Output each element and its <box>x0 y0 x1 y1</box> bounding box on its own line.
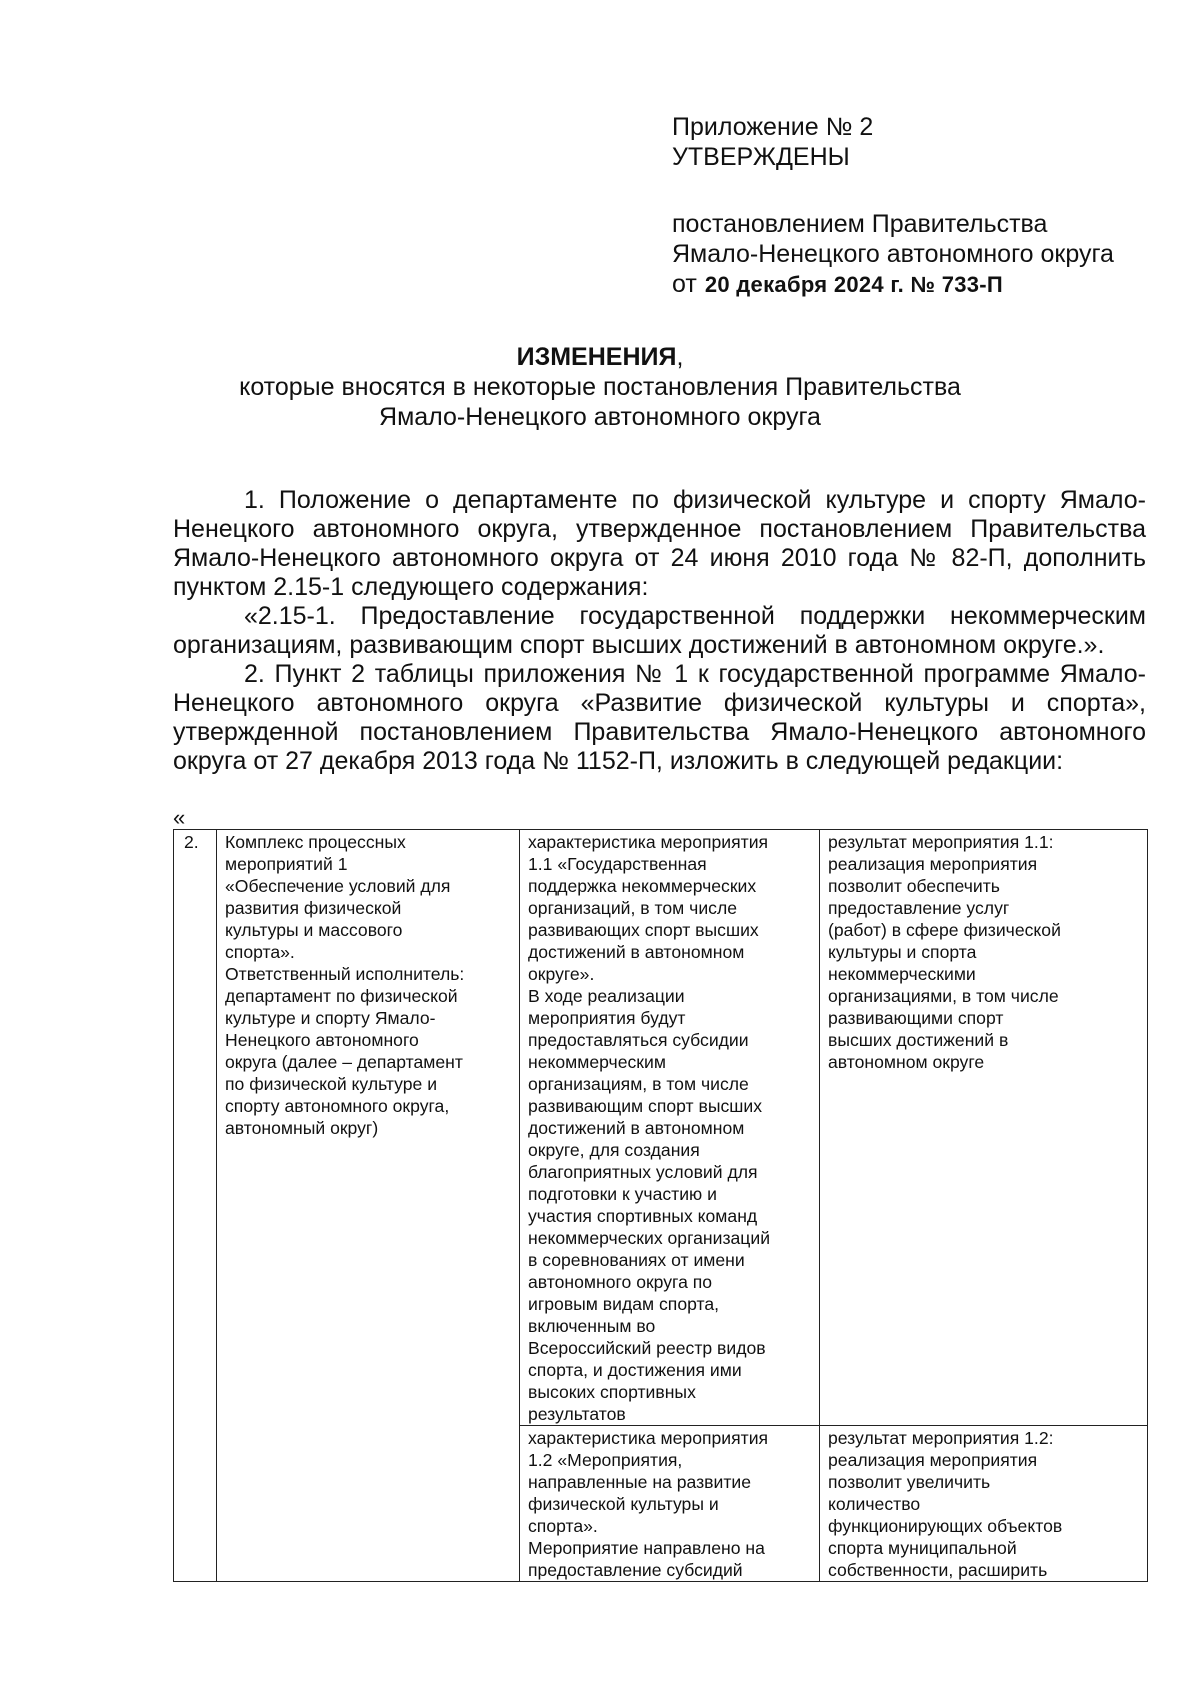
characteristic-1-2-text: характеристика мероприятия 1.2 «Мероприятия, направленные на развитие физической культуры и спорта». Мероприятие направлено на предоставление субсидий <box>528 1428 769 1580</box>
characteristic-1-1-text: характеристика мероприятия 1.1 «Государственная поддержка некоммерческих организаций, в том числе развивающих спорт высших достижений в автономном округе». В ходе реализации мероприятия будут предоставляться субсидии некоммерческим организациям, в том числе развивающим спорт высших достижений в автономном округе, для создания благоприятных условий для подготовки к участию и участия спортивных команд некоммерческих организаций в соревнованиях от имени автономного округа по игровым видам спорта, включенным во Всероссийский реестр видов спорта, и достижения ими высоких спортивных результатов <box>528 832 771 1424</box>
document-body <box>173 486 1146 776</box>
characteristic-cell <box>520 1426 820 1582</box>
approved-by-line-1: постановлением Правительства <box>672 210 1048 238</box>
approved-by-line-2: Ямало-Ненецкого автономного округа <box>672 240 1114 268</box>
document-title-block <box>0 342 1200 432</box>
table-row <box>174 830 1148 1426</box>
paragraph-2: «2.15-1. Предоставление государственной поддержки некоммерческим организациям, развивающим спорт высших достижений в автономном округе.». <box>173 602 1146 659</box>
result-cell <box>820 830 1148 1426</box>
paragraph-1: 1. Положение о департаменте по физической культуре и спорту Ямало-Ненецкого автономного округа, утвержденное постановлением Правительства Ямало-Ненецкого автономного округа от 24 июня 2010 года № 82-П, дополнить пунктом 2.15-1 следующего содержания: <box>173 486 1146 601</box>
row-number-cell <box>174 830 217 1582</box>
characteristic-cell <box>520 830 820 1426</box>
row-number: 2. <box>184 832 199 852</box>
title-comma: , <box>676 343 684 371</box>
appendix-number: Приложение № 2 <box>672 113 874 141</box>
date-number-stamp: 20 декабря 2024 г. № 733-П <box>704 272 1004 297</box>
program-complex-text: Комплекс процессных мероприятий 1 «Обеспечение условий для развития физической культуры и массового спорта». Ответственный исполнитель: департамент по физической культуре и спорту Ямало- Ненецкого автономного округа (далее – департамент по физической культуре и спорту автономного округа, автономный округ) <box>225 832 465 1138</box>
changes-table <box>173 829 1148 1582</box>
result-1-2-text: результат мероприятия 1.2: реализация мероприятия позволит увеличить количество функционирующих объектов спорта муниципальной собственности, расширить <box>828 1428 1063 1580</box>
approved-label: УТВЕРЖДЕНЫ <box>672 143 850 171</box>
paragraph-3: 2. Пункт 2 таблицы приложения № 1 к государственной программе Ямало-Ненецкого автономного округа «Развитие физической культуры и спорта», утвержденной постановлением Правительства Ямало-Ненецкого автономного округа от 27 декабря 2013 года № 1152-П, изложить в следующей редакции: <box>173 660 1146 775</box>
approval-date-line <box>672 269 1172 300</box>
result-cell <box>820 1426 1148 1582</box>
appendix-header <box>672 112 1172 300</box>
program-complex-cell <box>217 830 520 1582</box>
title-subtitle-1: которые вносятся в некоторые постановления Правительства <box>239 373 961 401</box>
title-heading: ИЗМЕНЕНИЯ <box>516 343 677 371</box>
from-prefix: от <box>672 270 697 298</box>
result-1-1-text: результат мероприятия 1.1: реализация мероприятия позволит обеспечить предоставление услуг (работ) в сфере физической культуры и спорта некоммерческими организациями, в том числе развивающими спорт высших достижений в автономном округе <box>828 832 1061 1072</box>
document-title <box>0 342 1200 372</box>
title-subtitle-2: Ямало-Ненецкого автономного округа <box>379 403 821 431</box>
opening-quote: « <box>173 805 186 830</box>
